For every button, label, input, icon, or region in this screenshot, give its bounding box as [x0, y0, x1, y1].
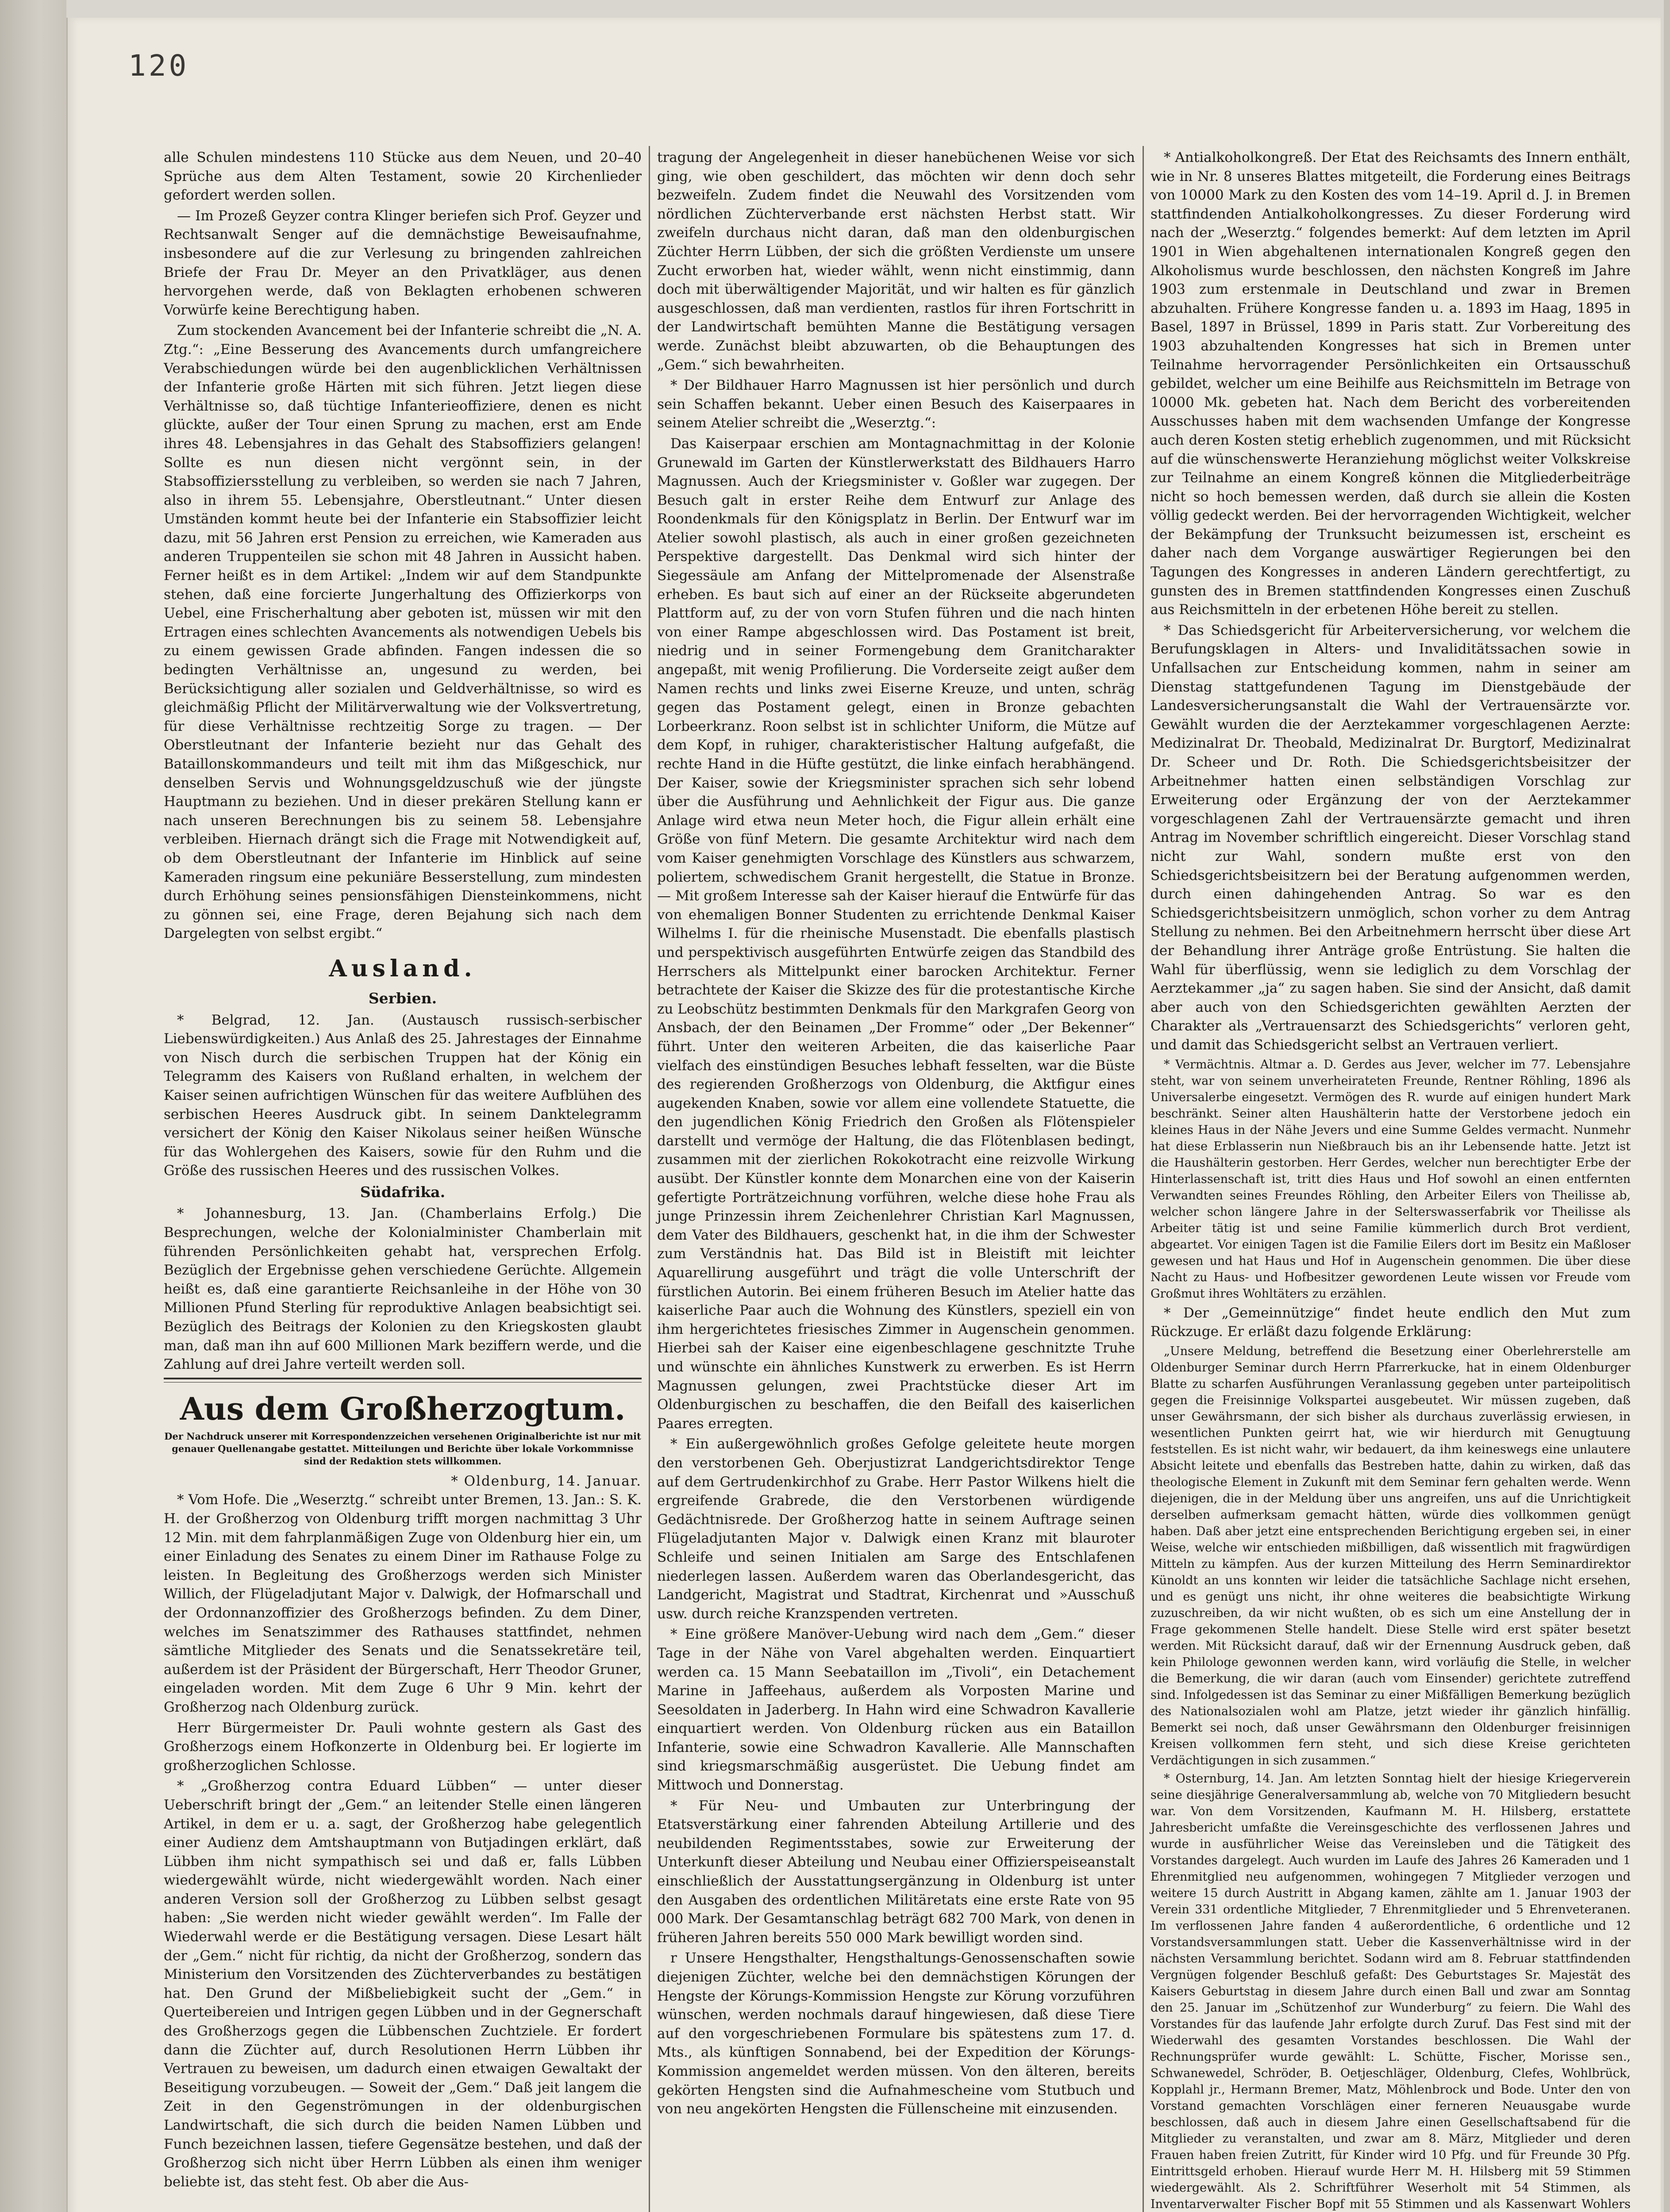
column-3 [1151, 148, 1631, 2212]
article-paragraph: * Johannesburg, 13. Jan. (Chamberlains Erfolg.) Die Besprechungen, welche der Kolonialminister Chamberlain mit führenden Persönlichkeiten gehabt hat, versprechen Erfolg. Bezüglich der Ergebnisse gehen verschiedene Gerüchte. Allgemein heißt es, daß eine garantierte Reichsanleihe in der Höhe von 30 Millionen Pfund Sterling für reproduktive Anlagen beabsichtigt sei. Bezüglich des Beitrags der Kolonien zu den Kriegskosten glaubt man, daß man ihn auf 600 Millionen Mark beziffern werde, und die Zahlung auf drei Jahre verteilt werden soll. [164, 1206, 642, 1373]
subsection-heading: Serbien. [368, 989, 437, 1007]
column-rule [649, 146, 650, 2212]
subsection-heading: Südafrika. [360, 1183, 446, 1201]
article-paragraph: * Osternburg, 14. Jan. Am letzten Sonntag hielt der hiesige Kriegerverein seine diesjährige Generalversammlung ab, welche von 70 Mitgliedern besucht war. Von dem Vorsitzenden, Kaufmann M. H. Hilsberg, erstattete Jahresbericht umfaßte die Vereinsgeschichte des verflossenen Jahres und wurde in ausführlicher Weise das Vereinsleben und die Tätigkeit des Vorstandes dargelegt. Auch wurden im Laufe des Jahres 26 Kameraden und 1 Ehrenmitglied neu aufgenommen, wohingegen 7 Mitglieder verzogen und weitere 15 durch Austritt in Abgang kamen, zählte am 1. Januar 1903 der Verein 331 ordentliche Mitglieder, 7 Ehrenmitglieder und 5 Ehrenveteranen. Im verflossenen Jahre fanden 4 außerordentliche, 6 ordentliche und 12 Vorstandsversammlungen statt. Ueber die Kassenverhältnisse wird in der nächsten Versammlung berichtet. Sodann wird am 8. Februar stattfindenden Vergnügen folgender Beschluß gefaßt: Des Geburtstages Sr. Majestät des Kaisers Geburtstag in diesem Jahre durch einen Ball und zwar am Sonntag den 25. Januar im „Schützenhof zur Wunderburg“ zu feiern. Die Wahl des Vorstandes für das laufende Jahr erfolgte durch Zuruf. Das Fest sind mit der Wiederwahl des gesamten Vorstandes beschlossen. Die Wahl der Rechnungsprüfer wurde gewählt: L. Schütte, Fischer, Morisse sen., Schwanewedel, Schröder, B. Oetjeschläger, Oldenburg, Clefes, Wohlbrück, Kopplahl jr., Hermann Bremer, Matz, Möhlenbrock und Bode. Unter den von Vorstand gemachten Vorschlägen einer ferneren Neuausgabe wurde beschlossen, daß auch in diesem Jahre einen Gesellschaftsabend für die Mitglieder zu veranstalten, und zwar am 8. März, Mitglieder und deren Frauen haben freien Zutritt, für Kinder wird 10 Pfg. und für Freunde 30 Pfg. Eintrittsgeld erhoben. Hierauf wurde Herr M. H. Hilsberg mit 59 Stimmen wiedergewählt. Als 2. Schriftführer Weserholt mit 54 Stimmen, als Inventarverwalter Fischer Bopf mit 55 Stimmen und als Kassenwart Wohlers [1151, 1771, 1631, 2211]
article-paragraph: * Ein außergewöhnlich großes Gefolge geleitete heute morgen den verstorbenen Geh. Oberjustizrat Landgerichtsdirektor Tenge auf dem Gertrudenkirchhof zu Grabe. Herr Pastor Wilkens hielt die ergreifende Grabrede, die den Verstorbenen würdigende Gedächtnisrede. Der Großherzog hatte in seinem Auftrage seinen Flügeladjutanten Major v. Dalwigk einen Kranz mit blauroter Schleife und seinen Initialen am Sarge des Entschlafenen niederlegen lassen. Außerdem waren das Oberlandesgericht, das Landgericht, Magistrat und Stadtrat, Kirchenrat und »Ausschuß usw. durch reiche Kranzspenden vertreten. [657, 1436, 1135, 1622]
article-paragraph: „Unsere Meldung, betreffend die Besetzung einer Oberlehrerstelle am Oldenburger Seminar durch Herrn Pfarrerkucke, hat in einem Oldenburger Blatte zu scharfen Ausführungen Veranlassung gegeben unter parteipolitisch gegen die Freisinnige Volkspartei ausgebeutet. Wir müssen zugeben, daß unser Gewährsmann, der sich bisher als durchaus zuverlässig erwiesen, in wesentlichen Punkten geirrt hat, wie wir hierdurch mit Genugtuung feststellen. Es ist nicht wahr, wir bedauert, da ihm keineswegs eine unlautere Absicht leitete und ebenfalls das Bestreben hatte, dahin zu wirken, daß das theologische Element in Zukunft mit dem Seminar fern gehalten werde. Wenn diejenigen, die in der Meldung über uns angreifen, uns auf die Unrichtigkeit derselben aufmerksam gemacht hätten, würde dies vollkommen genügt haben. Daß aber jetzt eine entsprechenden Berichtigung ergeben sei, in einer Weise, welche wir entschieden mißbilligen, daß wissentlich mit fragwürdigen Mitteln zu kämpfen. Aus der kurzen Mitteilung des Herrn Seminardirektor Künoldt an uns konnten wir leider die tatsächliche Sachlage nicht ersehen, und es genügt uns nicht, ihr ohne weiteres die beabsichtigte Wirkung zuzuschreiben, da wir nicht wußten, ob es sich um eine Anstellung der in Frage gekommenen Stelle handelt. Diese Stelle wird erst später besetzt werden. Mit Rücksicht darauf, daß wir der Ernennung Ausdruck geben, daß kein Philologe gewonnen werden kann, wird vorläufig die Stelle, in welcher die Bemerkung, die wir daran (auch vom Einsender) gerichtete zutreffend sind. Infolgedessen ist das Seminar zu einer Mißfälligen Bemerkung bezüglich des Nationalsozialen wohl am Platze, jetzt wieder ihr gänzlich hinfällig. Bemerkt sei noch, daß unser Gewährsmann den Oldenburger freisinnigen Kreisen vollkommen fern steht, und sich diese Kreise gerichteten Verdächtigungen in sich zusammen.“ [1151, 1344, 1631, 1767]
column-2 [657, 148, 1135, 2120]
article-paragraph: alle Schulen mindestens 110 Stücke aus dem Neuen, und 20–40 Sprüche aus dem Alten Testament, sowie 20 Kirchenlieder gefordert werden sollen. [164, 150, 642, 204]
article-paragraph: * Belgrad, 12. Jan. (Austausch russisch-serbischer Liebenswürdigkeiten.) Aus Anlaß des 25. Jahrestages der Einnahme von Nisch durch die serbischen Truppen hat der König ein Telegramm des Kaisers von Rußland erhalten, in welchem der Kaiser seinen aufrichtigen Wünschen für das weitere Aufblühen des serbischen Heeres Ausdruck gibt. In seinem Danktelegramm versichert der König den Kaiser Nikolaus seiner heißen Wünsche für das Wohlergehen des Kaisers, sowie für den Ruhm und die Größe des russischen Heeres und des russischen Volkes. [164, 1012, 642, 1179]
article-paragraph: * Das Schiedsgericht für Arbeiterversicherung, vor welchem die Berufungsklagen in Alters- und Invaliditätssachen sowie in Unfallsachen zur Entscheidung kommen, nahm in seiner am Dienstag stattgefundenen Tagung im Dienstgebäude der Landesversicherungsanstalt die Wahl der Vertrauensärzte vor. Gewählt wurden die der Aerztekammer vorgeschlagenen Aerzte: Medizinalrat Dr. Theobald, Medizinalrat Dr. Burgtorf, Medizinalrat Dr. Scheer und Dr. Roth. Die Schiedsgerichtsbeisitzer der Arbeitnehmer hatten einen selbständigen Vorschlag zur Erweiterung oder Ergänzung der von der Aerztekammer vorgeschlagenen Zahl der Vertrauensärzte gemacht und ihren Antrag im November schriftlich eingereicht. Dieser Vorschlag stand nicht zur Wahl, sondern mußte erst von den Schiedsgerichtsbeisitzern bei der Beratung aufgenommen werden, durch einen dahingehenden Antrag. So war es den Schiedsgerichtsbeisitzern unmöglich, schon vorher zu dem Antrag Stellung zu nehmen. Bei den Arbeitnehmern herrscht über diese Art der Behandlung ihrer Anträge große Entrüstung. Sie halten die Wahl für überflüssig, wenn sie lediglich zu dem Vorschlag der Aerztekammer „ja“ zu sagen haben. Sie sind der Ansicht, daß damit aber auch von den Schiedsgerichten gewählten Aerzten der Charakter als „Vertrauensarzt des Schiedsgerichts“ verloren geht, und damit das Schiedsgericht selbst an Vertrauen verliert. [1151, 622, 1631, 1053]
article-paragraph: * Für Neu- und Umbauten zur Unterbringung der Etatsverstärkung einer fahrenden Abteilung Artillerie und des neubildenden Regimentsstabes, sowie zur Erweiterung der Unterkunft dieser Abteilung und Neubau einer Offizierspeiseanstalt einschließlich der Ausstattungsergänzung in Oldenburg ist unter den Ausgaben des ordentlichen Militäretats eine erste Rate von 95 000 Mark. Der Gesamtanschlag beträgt 682 700 Mark, von denen in früheren Jahren bereits 550 000 Mark bewilligt worden sind. [657, 1797, 1135, 1946]
article-paragraph: * Antialkoholkongreß. Der Etat des Reichsamts des Innern enthält, wie in Nr. 8 unseres Blattes mitgeteilt, die Forderung eines Beitrags von 10000 Mark zu den Kosten des vom 14–19. April d. J. in Bremen stattfindenden Antialkoholkongresses. Zu dieser Forderung wird nach der „Weserztg.“ folgendes bemerkt: Auf dem letzten im April 1901 in Wien abgehaltenen internationalen Kongreß gegen den Alkoholismus wurde beschlossen, den nächsten Kongreß im Jahre 1903 zum erstenmale in Deutschland und zwar in Bremen abzuhalten. Frühere Kongresse fanden u. a. 1893 im Haag, 1895 in Basel, 1897 in Brüssel, 1899 in Paris statt. Zur Vorbereitung des 1903 abzuhaltenden Kongresses hat sich in Bremen unter Teilnahme hervorragender Persönlichkeiten ein Ortsausschuß gebildet, welcher um eine Beihilfe aus Reichsmitteln im Betrage von 10000 Mk. gebeten hat. Nach dem Bericht des vorbereitenden Ausschusses haben mit dem wachsenden Umfange der Kongresse auch deren Kosten stetig erheblich zugenommen, und mit Rücksicht auf die wünschenswerte Heranziehung möglichst weiter Volkskreise zur Teilnahme an einem Kongreß können die Mitgliederbeiträge nicht so hoch bemessen werden, daß durch sie allein die Kosten völlig gedeckt werden. Bei der hervorragenden Wichtigkeit, welcher der Bekämpfung der Trunksucht beizumessen ist, erscheint es daher nach dem Vorgange auswärtiger Regierungen bei den Tagungen des Kongresses in anderen Ländern gerechtfertigt, zu gunsten des in Bremen stattfindenden Kongresses einen Zuschuß aus Reichsmitteln in der erbetenen Höhe bereit zu stellen. [1151, 150, 1631, 618]
article-paragraph: Zum stockenden Avancement bei der Infanterie schreibt die „N. A. Ztg.“: „Eine Besserung des Avancements durch umfangreichere Verabschiedungen würde bei den augenblicklichen Verhältnissen der Infanterie große Härten mit sich führen. Jetzt liegen diese Verhältnisse so, daß tüchtige Infanterieoffiziere, denen es nicht glückte, außer der Tour einen Sprung zu machen, erst am Ende ihres 48. Lebensjahres in das Gehalt des Stabsoffiziers gelangen! Sollte es nun diesen nicht vergönnt sein, in der Stabsoffiziersstellung zu verbleiben, so werden sie nach 7 Jahren, also in ihrem 55. Lebensjahre, Oberstleutnant.“ Unter diesen Umständen kommt heute bei der Infanterie ein Stabsoffizier leicht dazu, mit 56 Jahren erst Pension zu erreichen, wie Kameraden aus anderen Truppenteilen sie schon mit 48 Jahren in Aussicht haben. Ferner heißt es in dem Artikel: „Indem wir auf dem Standpunkte stehen, daß eine forcierte Jungerhaltung des Offizierkorps von Uebel, eine Frischerhaltung aber geboten ist, müssen wir mit den Ertragen eines schlechten Avancements als notwendigen Uebels bis zu einem gewissen Grade abfinden. Fangen indessen die so bedingten Verhältnisse an, ungesund zu werden, bei Berücksichtigung aller sozialen und Geldverhältnisse, so wird es gleichmäßig Pflicht der Militärverwaltung wie der Volksvertretung, für diese Verhältnisse rechtzeitig Sorge zu tragen. — Der Oberstleutnant der Infanterie bezieht nur das Gehalt des Bataillonskommandeurs und teilt mit ihm das Mißgeschick, nur denselben Servis und Wohnungsgeldzuschuß wie der jüngste Hauptmann zu beziehen. Und in dieser prekären Stellung kann er nach unseren Berechnungen bis zu seinem 58. Lebensjahre verbleiben. Hiernach drängt sich die Frage mit Notwendigkeit auf, ob dem Oberstleutnant der Infanterie im Hinblick auf seine Kameraden ringsum eine pekuniäre Besserstellung, zum mindesten durch Erhöhung seines pensionsfähigen Diensteinkommens, nicht zu gönnen sei, eine Frage, deren Bejahung sich nach dem Dargelegten von selbst ergibt.“ [164, 323, 642, 942]
article-paragraph: * Vermächtnis. Altmar a. D. Gerdes aus Jever, welcher im 77. Lebensjahre steht, war von seinem unverheirateten Freunde, Rentner Röhling, 1896 als Universalerbe eingesetzt. Vermögen des R. wurde auf einigen hundert Mark beschränkt. Seiner alten Haushälterin hatte der Verstorbene jedoch ein kleines Haus in der Nähe Jevers und eine Summe Geldes vermacht. Nunmehr hat diese Erblasserin nun Nießbrauch bis an ihr Lebensende hatte. Jetzt ist die Haushälterin gestorben. Herr Gerdes, welcher nun berechtigter Erbe der Hinterlassenschaft ist, tritt dies Haus und Hof sowohl an einen entfernten Verwandten seines Freundes Röhling, den Arbeiter Eilers von Theilisse ab, welcher schon längere Jahre in der Selterswasserfabrik vor Theilisse als Arbeiter tätig ist und seine Familie kümmerlich durch Brot verdient, abgeartet. Vor einigen Tagen ist die Familie Eilers dort im Besitz ein Maßloser gewesen und hat Haus und Hof in Augenschein genommen. Die über diese Nacht zu Haus- und Hofbesitzer gewordenen Leute wissen vor Freude vom Großmut ihres Wohltäters zu erzählen. [1151, 1057, 1631, 1301]
reprint-notice: Der Nachdruck unserer mit Korrespondenzzeichen versehenen Originalberichte ist nur mit genauer Quellenangabe gestattet. Mitteilungen und Berichte über lokale Vorkommnisse sind der Redaktion stets willkommen. [164, 1430, 641, 1467]
page-edge [1664, 0, 1670, 2212]
page-number: 120 [128, 49, 189, 83]
article-paragraph: Herr Bürgermeister Dr. Pauli wohnte gestern als Gast des Großherzogs einem Hofkonzerte in Oldenburg bei. Er logierte im großherzoglichen Schlosse. [164, 1720, 642, 1774]
column-rule [1143, 146, 1144, 2212]
article-paragraph: * Der „Gemeinnützige“ findet heute endlich den Mut zum Rückzuge. Er erläßt dazu folgende Erklärung: [1151, 1305, 1631, 1340]
article-paragraph: * Der Bildhauer Harro Magnussen ist hier persönlich und durch sein Schaffen bekannt. Ueber einen Besuch des Kaiserpaares in seinem Atelier schreibt die „Weserztg.“: [657, 377, 1135, 431]
article-paragraph: * Eine größere Manöver-Uebung wird nach dem „Gem.“ dieser Tage in der Nähe von Varel abgehalten werden. Einquartiert werden ca. 15 Mann Seebataillon im „Tivoli“, ein Detachement Marine in Jaffeehaus, außerdem als Vorposten Marine und Seesoldaten in Jaderberg. In Hahn wird eine Schwadron Kavallerie einquartiert werden. Von Oldenburg rücken aus ein Bataillon Infanterie, sowie eine Schwadron Kavallerie. Alle Mannschaften sind kriegsmarschmäßig ausgerüstet. Die Uebung findet am Mittwoch und Donnerstag. [657, 1626, 1135, 1793]
article-paragraph: Das Kaiserpaar erschien am Montagnachmittag in der Kolonie Grunewald im Garten der Künstlerwerkstatt des Bildhauers Harro Magnussen. Auch der Kriegsminister v. Goßler war zugegen. Der Besuch galt in erster Reihe dem Entwurf zur Anlage des Roondenkmals für den Königsplatz in Berlin. Der Entwurf war im Atelier sowohl plastisch, als auch in einer großen gezeichneten Perspektive dargestellt. Das Denkmal wird sich hinter der Siegessäule am Anfang der Mittelpromenade der Alsenstraße erheben. Es baut sich auf einer an der Rückseite abgerundeten Plattform auf, zu der von vorn Stufen führen und die nach hinten von einer Rampe abgeschlossen wird. Das Postament ist breit, niedrig und in seiner Formengebung dem Granitcharakter angepaßt, mit wenig Profilierung. Die Vorderseite zeigt außer dem Namen rechts und links zwei Eiserne Kreuze, und unten, schräg gegen das Postament gelegt, einen in Bronze gebachten Lorbeerkranz. Roon selbst ist in schlichter Uniform, die Mütze auf dem Kopf, in ruhiger, charakteristischer Haltung aufgefaßt, die rechte Hand in die Hüfte gestützt, die linke einfach herabhängend. Der Kaiser, sowie der Kriegsminister sprachen sich sehr lobend über die Ausführung und Aehnlichkeit der Figur aus. Die ganze Anlage wird etwa neun Meter hoch, die Figur allein erhält eine Größe von fünf Metern. Die gesamte Architektur wird nach dem vom Kaiser genehmigten Vorschlage des Künstlers aus schwarzem, poliertem, schwedischem Granit hergestellt, die Statue in Bronze. — Mit großem Interesse sah der Kaiser hierauf die Entwürfe für das von ehemaligen Bonner Studenten zu errichtende Denkmal Kaiser Wilhelms I. für die rheinische Musenstadt. Die ebenfalls plastisch und perspektivisch ausgeführten Entwürfe zeigen das Standbild des Herrschers als Mittelpunkt einer barocken Architektur. Ferner betrachtete der Kaiser die Skizze des für die protestantische Kirche zu Leobschütz bestimmten Denkmals für den Markgrafen Georg von Ansbach, der den Beinamen „Der Fromme“ oder „Der Bekenner“ führt. Unter den weiteren Arbeiten, die das kaiserliche Paar vielfach des einstündigen Besuches lebhaft fesselten, war die Büste des regierenden Großherzogs von Oldenburg, die Aktfigur eines augekenden Knaben, sowie vor allem eine vollendete Statuette, die den jugendlichen König Friedrich den Großen als Flötenspieler darstellt und vermöge der Haltung, die das Flötenblasen bedingt, zusammen mit der zierlichen Rokokotracht eine reizvolle Wirkung ausübt. Der Künstler konnte dem Monarchen eine von der Kaiserin gefertigte Porträtzeichnung vorführen, welche diese hohe Frau als junge Prinzessin ihrem Zeichenlehrer Christian Karl Magnussen, dem Vater des Bildhauers, geschenkt hat, in die ihm der Schwester zum Verständnis hat. Das Bild ist in Bleistift mit leichter Aquarellirung ausgeführt und trägt die volle Unterschrift der fürstlichen Autorin. Bei einem früheren Besuch im Atelier hatte das kaiserliche Paar auch die Wohnung des Künstlers, speziell ein von ihm hergerichtetes friesisches Zimmer in Augenschein genommen. Hierbei sah der Kaiser eine eigenbeschlagene geschnitzte Truhe und wünschte ein ähnliches Kunstwerk zu erwerben. Es ist Herrn Magnussen gelungen, zwei Prachtstücke dieser Art im Oldenburgischen zu beschaffen, die den Beifall des kaiserlichen Paares erregten. [657, 435, 1135, 1432]
section-title: Aus dem Großherzogtum. [180, 1390, 626, 1427]
section-divider [164, 1378, 642, 1382]
article-paragraph: * „Großherzog contra Eduard Lübben“ — unter dieser Ueberschrift bringt der „Gem.“ an leitender Stelle einen längeren Artikel, in dem er u. a. sagt, der Großherzog habe gelegentlich einer Audienz dem Amtshauptmann von Butjadingen erklärt, daß Lübben ihm nicht sympathisch sei und daß er, falls Lübben wiedergewählt würde, nicht wiedergewählt worden. Nach einer anderen Version soll der Großherzog zu Lübben selbst gesagt haben: „Sie werden nicht wieder gewählt werden“. Im Falle der Wiederwahl werde er die Bestätigung versagen. Diese Lesart hält der „Gem.“ nicht für richtig, da nicht der Großherzog, sondern das Ministerium den Vorsitzenden des Züchterverbandes zu bestätigen hat. Den Grund der Mißbeliebigkeit sucht der „Gem.“ in Querteibereien und Intrigen gegen Lübben und in der Gegnerschaft des Großherzogs gegen die Lübbenschen Zuchtziele. Er fordert dann die Züchter auf, durch Resolutionen Herrn Lübben ihr Vertrauen zu beweisen, um dadurch einen etwaigen Gewaltakt der Beseitigung vorzubeugen. — Soweit der „Gem.“ Daß jeit langem die Zeit in den Gegenströmungen in der oldenburgischen Landwirtschaft, die sich durch die beiden Namen Lübben und Funch bezeichnen lassen, tiefere Gegensätze bestehen, und daß der Großherzog sich nicht über Herrn Lübben als einen ihm weniger beliebte ist, das steht fest. Ob aber die Aus- [164, 1778, 642, 2190]
article-paragraph: r Unsere Hengsthalter, Hengsthaltungs-Genossenschaften sowie diejenigen Züchter, welche bei den demnächstigen Körungen der Hengste der Körungs-Kommission Hengste zur Körung vorzuführen wünschen, werden nochmals darauf hingewiesen, daß diese Tiere auf den vorgeschriebenen Formulare bis spätestens zum 17. d. Mts., als künftigen Sonnabend, bei der Expedition der Körungs-Kommission angemeldet werden müssen. Von den älteren, bereits gekörten Hengsten sind die Aufnahmescheine vom Stutbuch und von neu angekörten Hengsten die Füllenscheine mit einzusenden. [657, 1950, 1135, 2117]
dateline: * Oldenburg, 14. Januar. [451, 1473, 642, 1489]
article-paragraph: tragung der Angelegenheit in dieser hanebüchenen Weise vor sich ging, wie oben geschildert, das möchten wir denn doch sehr bezweifeln. Zudem findet die Neuwahl des Vorsitzenden vom nördlichen Züchterverbande erst nächsten Herbst statt. Wir zweifeln durchaus nicht daran, daß man den oldenburgischen Züchter Herrn Lübben, der sich die größten Verdienste um unsere Zucht erworben hat, wieder wählt, wenn nicht einstimmig, dann doch mit überwältigender Majorität, und wir halten es für gänzlich ausgeschlossen, daß man verdienten, rastlos für ihren Fortschritt in der Landwirtschaft bemühten Manne die Bestätigung versagen werde. Zunächst bleibt abzuwarten, ob die Behauptungen des „Gem.“ sich bewahrheiten. [657, 150, 1135, 373]
article-paragraph: * Vom Hofe. Die „Weserztg.“ schreibt unter Bremen, 13. Jan.: S. K. H. der Großherzog von Oldenburg trifft morgen nachmittag 3 Uhr 12 Min. mit dem fahrplanmäßigen Zuge von Oldenburg hier ein, um einer Einladung des Senates zu einem Diner im Rathause Folge zu leisten. In Begleitung des Großherzogs werden sich Minister Willich, der Flügeladjutant Major v. Dalwigk, der Hofmarschall und der Ordonnanzoffizier des Großherzogs befinden. Zu dem Diner, welches im Senatszimmer des Rathauses stattfindet, nehmen sämtliche Mitglieder des Senats und die Senatssekretäre teil, außerdem ist der Präsident der Bürgerschaft, Herr Theodor Gruner, eingeladen worden. Mit dem Zuge 6 Uhr 9 Min. kehrt der Großherzog nach Oldenburg zurück. [164, 1492, 642, 1715]
book-spine [0, 0, 66, 2212]
article-paragraph: — Im Prozeß Geyzer contra Klinger beriefen sich Prof. Geyzer und Rechtsanwalt Senger auf die demnächstige Beweisaufnahme, insbesondere auf die zur Verlesung zu bringenden zahlreichen Briefe der Frau Dr. Meyer an den Privatkläger, aus denen hervorgehen werde, daß von Beklagten erhobenen schweren Vorwürfe keine Berechtigung haben. [164, 207, 642, 318]
column-1 [164, 148, 642, 2193]
section-heading: Ausland. [329, 955, 477, 982]
